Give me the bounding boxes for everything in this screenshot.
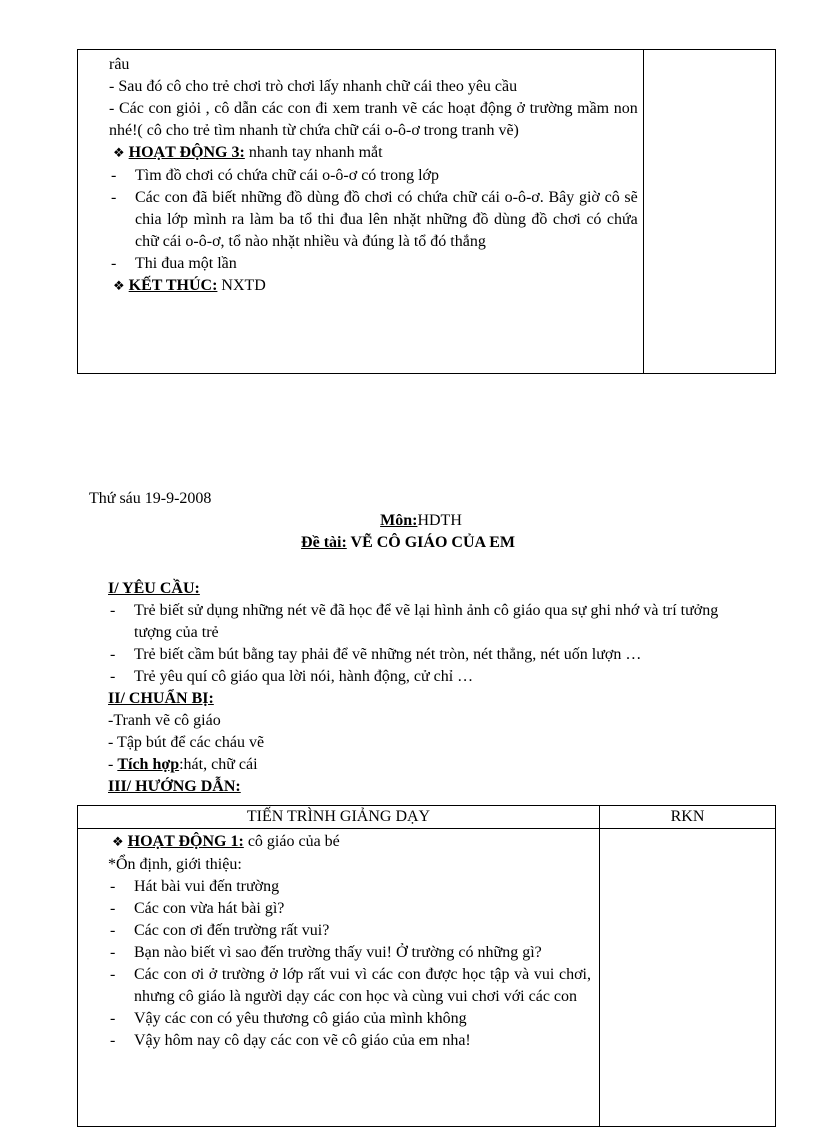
top-table-notes-cell — [643, 50, 775, 374]
topic-value: VẼ CÔ GIÁO CỦA EM — [346, 534, 515, 551]
topic-line — [0, 532, 816, 554]
preparation-item: - Tích hợp:hát, chữ cái — [108, 756, 258, 773]
list-item: - Thi đua một lần — [111, 255, 237, 272]
diamond-bullet-icon: ❖ — [113, 279, 125, 294]
text-line: râu — [109, 56, 130, 73]
intro-line: *Ổn định, giới thiệu: — [108, 856, 242, 873]
end-text: NXTD — [217, 277, 266, 294]
requirements-section — [108, 578, 728, 798]
text-line: - Sau đó cô cho trẻ chơi trò chơi lấy nhanh chữ cái theo yêu cầu — [109, 78, 518, 95]
text-paragraph: - Các con giỏi , cô dẫn các con đi xem tranh vẽ các hoạt động ở trường mầm non nhé!( cô cho trẻ tìm nhanh từ chứa chữ cái o-ô-ơ trong tranh vẽ) — [109, 100, 638, 139]
bottom-table — [77, 805, 776, 1127]
requirements-heading: I/ YÊU CẦU: — [108, 580, 200, 597]
list-item: - Bạn nào biết vì sao đến trường thấy vui! Ở trường có những gì? — [110, 944, 542, 961]
preparation-heading: II/ CHUẨN BỊ: — [108, 690, 214, 707]
activity-3-label: HOẠT ĐỘNG 3: — [128, 144, 245, 161]
subject-label: Môn: — [380, 512, 418, 529]
list-item: - Các con ơi đến trường rất vui? — [110, 922, 330, 939]
integration-label: Tích hợp — [117, 756, 180, 773]
list-item: - Trẻ yêu quí cô giáo qua lời nói, hành động, cử chỉ … — [110, 668, 474, 685]
list-item: - Vậy hôm nay cô dạy các con vẽ cô giáo của em nha! — [110, 1032, 471, 1049]
top-table-content-cell — [78, 50, 644, 374]
subject-line — [0, 510, 816, 532]
activity-1-label: HOẠT ĐỘNG 1: — [127, 833, 244, 850]
list-item: - Tìm đồ chơi có chứa chữ cái o-ô-ơ có trong lớp — [111, 167, 439, 184]
end-label: KẾT THÚC: — [128, 277, 218, 294]
list-item: - Vậy các con có yêu thương cô giáo của mình không — [110, 1010, 467, 1027]
diamond-bullet-icon: ❖ — [113, 146, 125, 161]
list-item: - Trẻ biết sử dụng những nét vẽ đã học để vẽ lại hình ảnh cô giáo qua sự ghi nhớ và trí tưởng tượng của trẻ — [110, 602, 719, 641]
top-table — [77, 49, 776, 374]
header-rkn: RKN — [600, 806, 776, 829]
topic-label: Đề tài: — [301, 534, 347, 551]
activity-1-text: cô giáo của bé — [243, 833, 340, 850]
list-item: - Các con vừa hát bài gì? — [110, 900, 285, 917]
end-heading — [109, 275, 638, 298]
list-item: - Trẻ biết cầm bút bằng tay phải để vẽ những nét tròn, nét thẳng, nét uốn lượn … — [110, 646, 642, 663]
guide-heading: III/ HƯỚNG DẪN: — [108, 778, 241, 795]
bottom-table-rkn-cell — [600, 829, 776, 1127]
list-item: - Hát bài vui đến trường — [110, 878, 280, 895]
activity-3-heading — [109, 142, 638, 165]
bottom-table-content-cell — [78, 829, 600, 1127]
date-line: Thứ sáu 19-9-2008 — [89, 490, 212, 507]
activity-3-text: nhanh tay nhanh mắt — [244, 144, 383, 161]
header-teaching-process: TIẾN TRÌNH GIẢNG DẠY — [78, 806, 600, 829]
activity-1-heading — [108, 831, 591, 854]
diamond-bullet-icon: ❖ — [112, 835, 124, 850]
list-item: - Các con ơi ở trường ở lớp rất vui vì các con được học tập và vui chơi, nhưng cô giáo là người dạy các con học và cùng vui chơi với các con — [110, 966, 591, 1005]
list-item: - Các con đã biết những đồ dùng đồ chơi có chứa chữ cái o-ô-ơ. Bây giờ cô sẽ chia lớp mình ra làm ba tổ thi đua lên nhặt những đồ dùng đồ chơi có chứa chữ cái o-ô-ơ, tổ nào nhặt nhiều và đúng là tổ đó thắng — [111, 189, 638, 250]
preparation-item: - Tập bút để các cháu vẽ — [108, 734, 265, 751]
preparation-item: -Tranh vẽ cô giáo — [108, 712, 221, 729]
subject-value: HDTH — [417, 512, 462, 529]
